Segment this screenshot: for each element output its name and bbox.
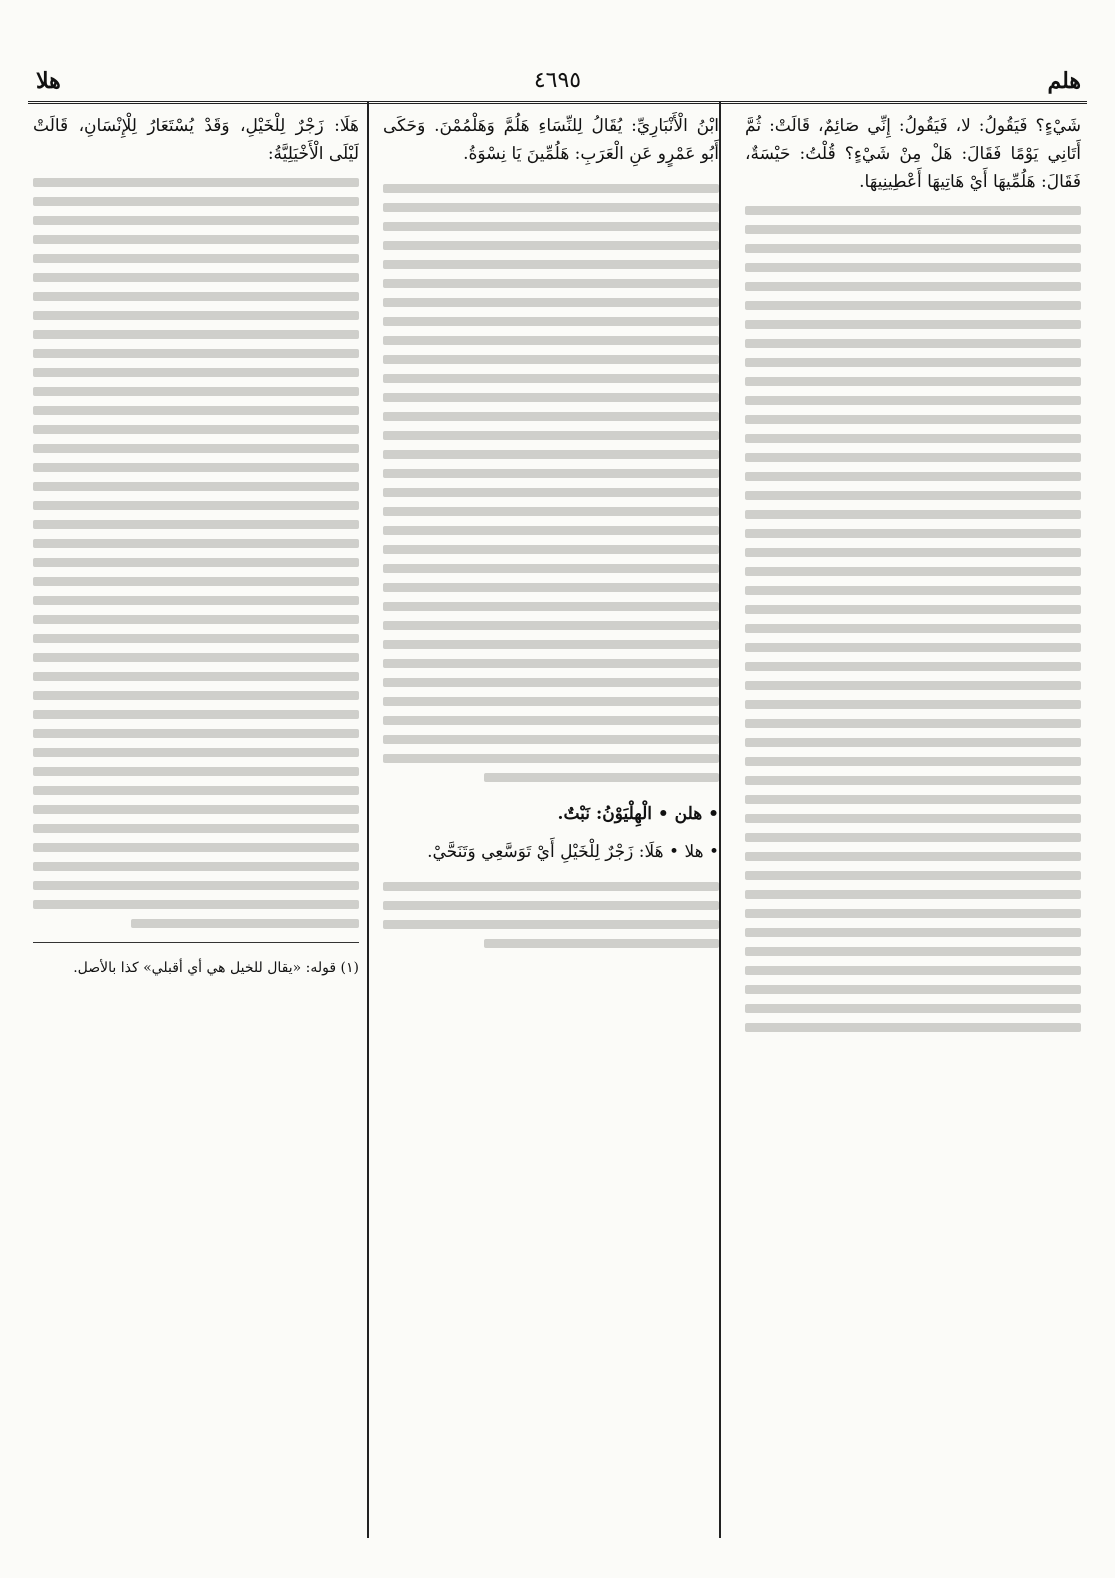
column-right-text: شَيْءٍ؟ فَيَقُولُ: لا، فَيَقُولُ: إِنِّي صَائِمٌ، قَالَتْ: ثُمَّ أَتَانِي يَوْمًا فَقَالَ: هَلْ مِنْ شَيْءٍ؟ قُلْتُ: حَيْسَةٌ، فَقَالَ: هَلُمِّيهَا أَيْ هَاتِيهَا أَعْطِينِيهَا.	[745, 116, 1081, 192]
column-divider	[719, 101, 721, 1538]
headword-right: هلم	[1047, 68, 1081, 94]
header-rule	[28, 101, 1087, 104]
untranscribed-lines	[383, 184, 719, 782]
entry-hla: • هلا • هَلَا: زَجْرٌ لِلْخَيْلِ أَيْ تَوَسَّعِي وَتَنَحَّيْ.	[427, 842, 719, 862]
untranscribed-lines	[383, 882, 719, 948]
footnote: (١) قوله: «يقال للخيل هي أي أقبلي» كذا بالأصل.	[73, 960, 359, 976]
untranscribed-lines	[33, 178, 359, 928]
footnote-divider	[33, 942, 359, 943]
column-left	[33, 112, 359, 1518]
untranscribed-lines	[745, 206, 1081, 1032]
column-middle-text: ابْنُ الْأَنْبَارِيِّ: يُقَالُ لِلنِّسَاءِ هَلُمَّ وَهَلْمُمْنَ. وَحَكَى أَبُو عَمْرٍو عَنِ الْعَرَبِ: هَلُمِّينَ يَا نِسْوَةُ.	[383, 116, 719, 164]
column-divider	[367, 101, 369, 1538]
page-header	[28, 68, 1087, 98]
column-middle	[383, 112, 719, 1518]
page-number: ٤٦٩٥	[533, 68, 582, 93]
column-right	[745, 112, 1081, 1518]
column-left-text: هَلَا: زَجْرٌ لِلْخَيْلِ، وَقَدْ يُسْتَعَارُ لِلْإِنْسَانِ، قَالَتْ لَيْلَى الْأَخْيَلِيَّةُ:	[33, 116, 359, 164]
headword-left: هلا	[36, 68, 61, 94]
entry-hln: • هلن • الْهِلْيَوْنُ: نَبْتٌ.	[557, 804, 719, 824]
